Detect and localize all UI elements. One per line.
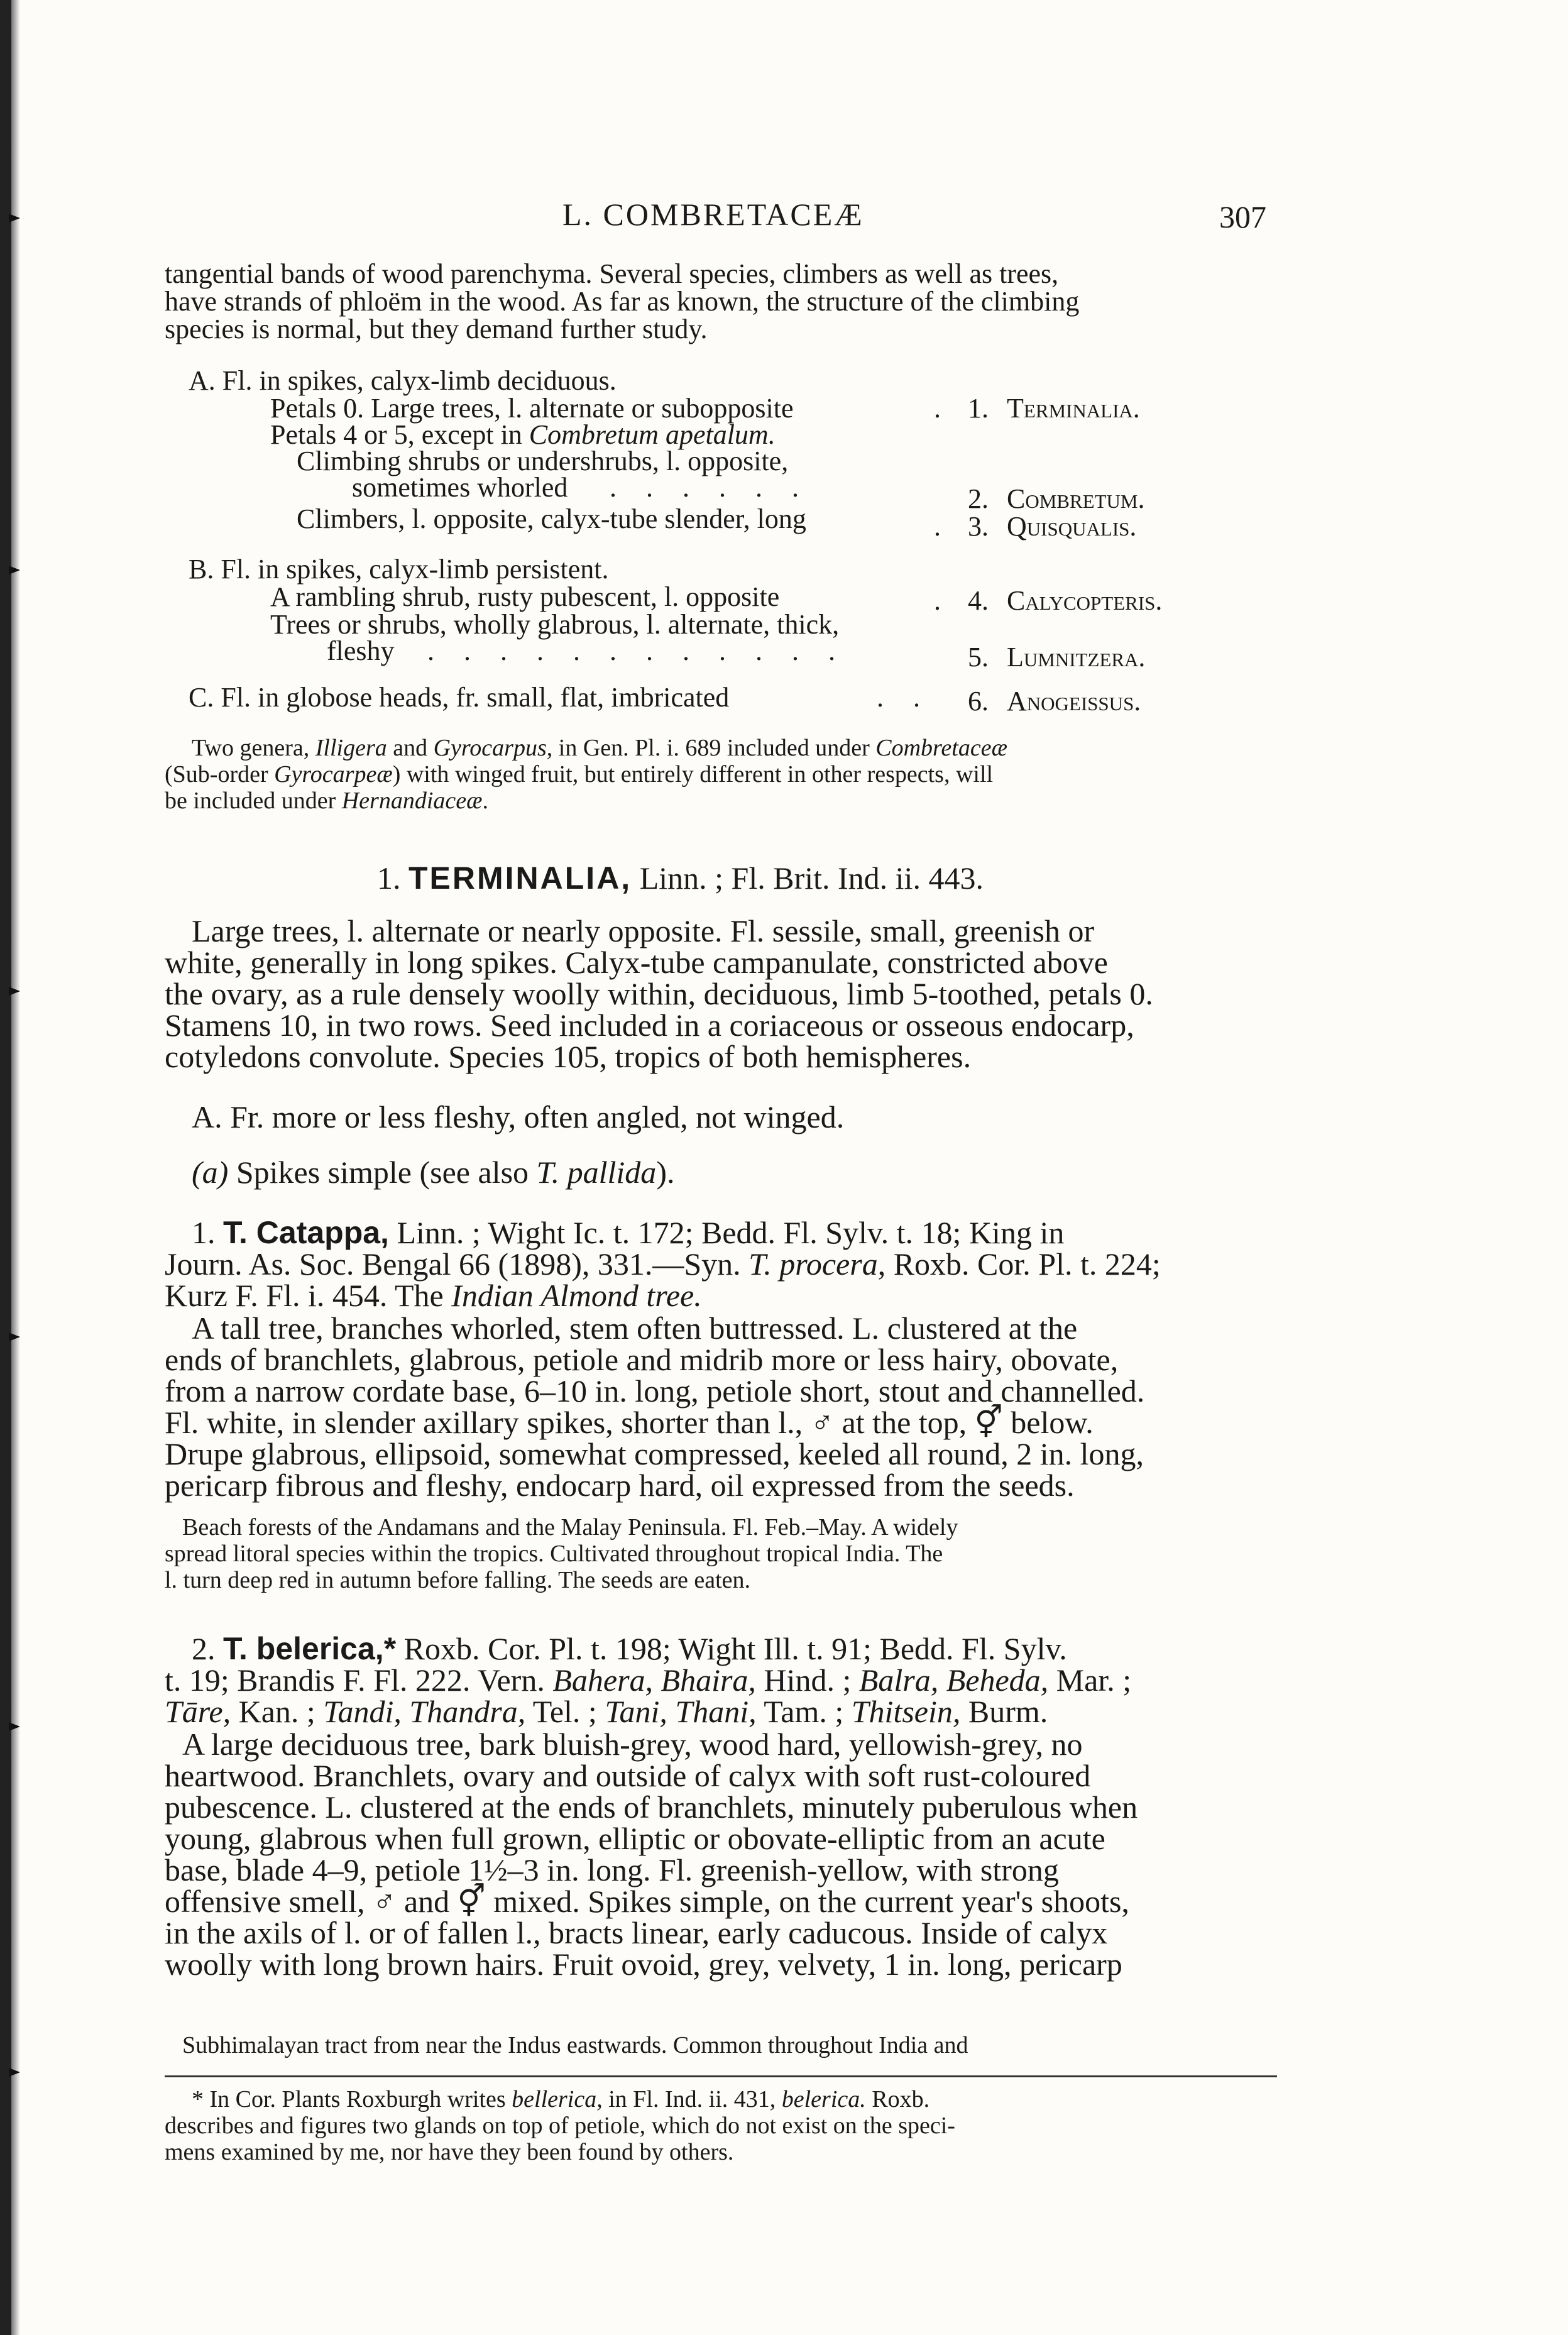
key-number: 1.: [968, 393, 989, 424]
key-genus: Calycopteris.: [1007, 585, 1163, 616]
species-description-line: in the axils of l. or of fallen l., bracts linear, early caducous. Inside of calyx: [165, 1915, 1108, 1950]
subkey-heading: A. Fr. more or less fleshy, often angled, not winged.: [192, 1099, 845, 1135]
species-distribution-line: Beach forests of the Andamans and the Malay Peninsula. Fl. Feb.–May. A widely: [182, 1514, 958, 1541]
note-line: be included under Hernandiaceæ.: [165, 788, 488, 814]
key-genus: Terminalia.: [1007, 393, 1140, 424]
species-citation-line: t. 19; Brandis F. Fl. 222. Vern. Bahera, Bhaira, Hind. ; Balra, Beheda, Mar. ;: [165, 1662, 1132, 1698]
key-dot: .: [934, 511, 941, 542]
species-heading: 2. T. belerica,* Roxb. Cor. Pl. t. 198; Wight Ill. t. 91; Bedd. Fl. Sylv.: [192, 1631, 1067, 1666]
running-header: L. COMBRETACEÆ: [562, 197, 864, 232]
genus-description-line: cotyledons convolute. Species 105, tropics of both hemispheres.: [165, 1039, 972, 1074]
page-number: 307: [1219, 199, 1266, 234]
page-binding-shadow: [11, 0, 20, 2335]
species-citation-line: Journ. As. Soc. Bengal 66 (1898), 331.—Syn. T. procera, Roxb. Cor. Pl. t. 224;: [165, 1246, 1161, 1282]
key-genus: Anogeissus.: [1007, 686, 1141, 717]
species-heading: 1. T. Catappa, Linn. ; Wight Ic. t. 172; Bedd. Fl. Sylv. t. 18; King in: [192, 1215, 1065, 1250]
key-genus: Lumnitzera.: [1007, 642, 1146, 673]
key-number: 5.: [968, 642, 989, 673]
key-dot: .: [934, 393, 941, 424]
species-distribution-line: l. turn deep red in autumn before falling. The seeds are eaten.: [165, 1567, 751, 1593]
key-heading: B. Fl. in spikes, calyx-limb persistent.: [189, 554, 609, 585]
species-citation-line: Tāre, Kan. ; Tandi, Thandra, Tel. ; Tani, Thani, Tam. ; Thitsein, Burm.: [165, 1694, 1048, 1729]
intro-line: tangential bands of wood parenchyma. Several species, climbers as well as trees,: [165, 258, 1059, 289]
key-heading: C. Fl. in globose heads, fr. small, flat, imbricated: [189, 682, 730, 713]
footnote-line: mens examined by me, nor have they been found by others.: [165, 2139, 734, 2165]
species-description-line: offensive smell, ♂ and ⚥ mixed. Spikes simple, on the current year's shoots,: [165, 1884, 1129, 1919]
intro-line: have strands of phloëm in the wood. As far as known, the structure of the climbing: [165, 286, 1080, 317]
footnote-rule: [165, 2075, 1277, 2077]
page-binding-edge: [0, 0, 11, 2335]
key-leader-dots: . .: [877, 682, 931, 713]
species-description-line: pubescence. L. clustered at the ends of branchlets, minutely puberulous when: [165, 1789, 1138, 1825]
species-distribution-line: Subhimalayan tract from near the Indus eastwards. Common throughout India and: [182, 2032, 968, 2058]
key-genus: Quisqualis.: [1007, 511, 1137, 542]
genus-description-line: Stamens 10, in two rows. Seed included in a coriaceous or osseous endocarp,: [165, 1008, 1134, 1043]
key-number: 2.: [968, 483, 989, 514]
genus-description-line: Large trees, l. alternate or nearly opposite. Fl. sessile, small, greenish or: [192, 913, 1095, 948]
key-genus: Combretum.: [1007, 483, 1145, 514]
genus-heading: 1. TERMINALIA, Linn. ; Fl. Brit. Ind. ii. 443.: [377, 860, 984, 896]
species-description-line: Fl. white, in slender axillary spikes, shorter than l., ♂ at the top, ⚥ below.: [165, 1405, 1094, 1440]
species-description-line: ends of branchlets, glabrous, petiole and midrib more or less hairy, obovate,: [165, 1342, 1119, 1377]
species-description-line: Drupe glabrous, ellipsoid, somewhat compressed, keeled all round, 2 in. long,: [165, 1436, 1144, 1471]
species-description-line: A tall tree, branches whorled, stem often buttressed. L. clustered at the: [192, 1310, 1078, 1346]
species-description-line: base, blade 4–9, petiole 1½–3 in. long. Fl. greenish-yellow, with strong: [165, 1852, 1059, 1887]
species-description-line: heartwood. Branchlets, ovary and outside of calyx with soft rust-coloured: [165, 1758, 1091, 1793]
species-description-line: pericarp fibrous and fleshy, endocarp hard, oil expressed from the seeds.: [165, 1468, 1075, 1503]
species-distribution-line: spread litoral species within the tropics. Cultivated throughout tropical India. The: [165, 1541, 943, 1567]
key-heading: A. Fl. in spikes, calyx-limb deciduous.: [189, 365, 617, 396]
key-number: 6.: [968, 686, 989, 717]
key-dot: .: [934, 585, 941, 616]
key-number: 3.: [968, 511, 989, 542]
species-description-line: young, glabrous when full grown, elliptic or obovate-elliptic from an acute: [165, 1821, 1105, 1856]
key-entry: sometimes whorled: [352, 472, 568, 503]
intro-line: species is normal, but they demand further study.: [165, 314, 708, 344]
footnote-line: * In Cor. Plants Roxburgh writes bellerica, in Fl. Ind. ii. 431, belerica. Roxb.: [192, 2086, 930, 2112]
key-entry: Climbing shrubs or undershrubs, l. opposite,: [297, 446, 789, 476]
key-leader-dots: . . . . . . . . . . . .: [427, 635, 847, 666]
key-entry: A rambling shrub, rusty pubescent, l. opposite: [270, 581, 780, 612]
key-entry: fleshy: [327, 635, 395, 666]
key-leader-dots: . . . . . .: [610, 472, 810, 503]
key-entry: Petals 0. Large trees, l. alternate or subopposite: [270, 393, 794, 424]
species-description-line: A large deciduous tree, bark bluish-grey, wood hard, yellowish-grey, no: [182, 1727, 1083, 1762]
key-number: 4.: [968, 585, 989, 616]
species-description-line: from a narrow cordate base, 6–10 in. long, petiole short, stout and channelled.: [165, 1373, 1145, 1409]
species-description-line: woolly with long brown hairs. Fruit ovoid, grey, velvety, 1 in. long, pericarp: [165, 1947, 1122, 1982]
note-line: Two genera, Illigera and Gyrocarpus, in Gen. Pl. i. 689 included under Combretaceæ: [192, 735, 1007, 761]
subkey-subheading: (a) Spikes simple (see also T. pallida).: [192, 1155, 675, 1190]
key-entry: Petals 4 or 5, except in Combretum apetalum.: [270, 419, 776, 450]
species-citation-line: Kurz F. Fl. i. 454. The Indian Almond tree.: [165, 1278, 702, 1313]
key-entry: Climbers, l. opposite, calyx-tube slender, long: [297, 503, 806, 534]
key-entry: Trees or shrubs, wholly glabrous, l. alternate, thick,: [270, 609, 840, 640]
genus-description-line: the ovary, as a rule densely woolly within, deciduous, limb 5-toothed, petals 0.: [165, 976, 1153, 1011]
footnote-line: describes and figures two glands on top of petiole, which do not exist on the speci-: [165, 2112, 955, 2139]
note-line: (Sub-order Gyrocarpeæ) with winged fruit, but entirely different in other respects, will: [165, 761, 994, 788]
genus-description-line: white, generally in long spikes. Calyx-tube campanulate, constricted above: [165, 945, 1108, 980]
